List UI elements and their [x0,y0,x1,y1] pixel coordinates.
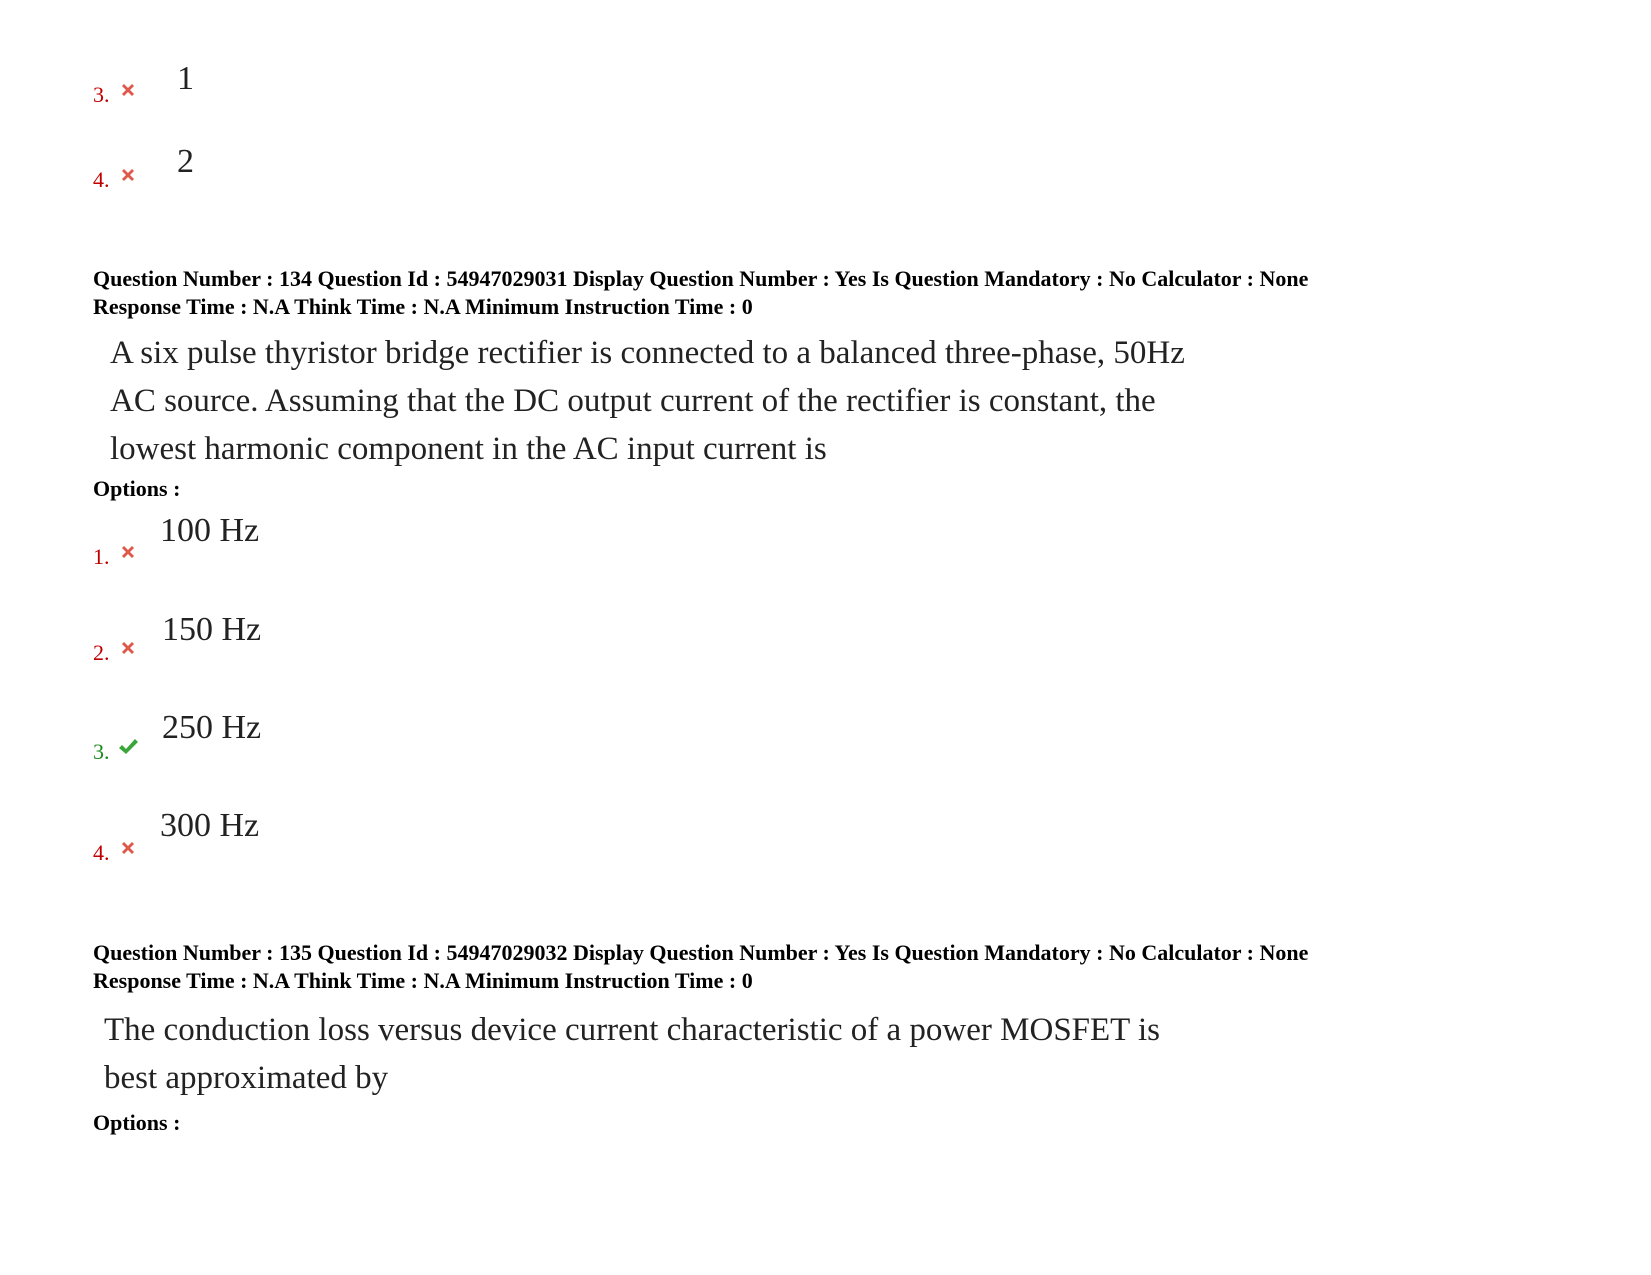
option-number: 4. [93,840,110,865]
question-stem-line: The conduction loss versus device current characteristic of a power MOSFET is [104,1012,1160,1048]
option-text: 150 Hz [162,611,262,648]
question-stem-line: best approximated by [104,1060,389,1096]
check-icon [117,737,139,757]
question-stem [110,329,1185,473]
option-text: 300 Hz [160,807,260,844]
option-number: 1. [93,544,110,569]
cross-icon [119,166,137,184]
option-text: 1 [177,60,194,97]
question-meta-line-1: Question Number : 134 Question Id : 54947029031 Display Question Number : Yes Is Question Mandatory : No Calculator : None [93,266,1309,291]
cross-icon [119,81,137,99]
question-stem [104,1006,1160,1102]
option-text: 2 [177,143,194,180]
options-label: Options : [93,1110,181,1135]
option-text: 100 Hz [160,512,260,549]
question-meta-line-2: Response Time : N.A Think Time : N.A Minimum Instruction Time : 0 [93,968,753,993]
cross-icon [119,839,137,857]
question-stem-line: AC source. Assuming that the DC output current of the rectifier is constant, the [110,383,1156,419]
question-meta-line-1: Question Number : 135 Question Id : 54947029032 Display Question Number : Yes Is Question Mandatory : No Calculator : None [93,940,1309,965]
question-stem-line: A six pulse thyristor bridge rectifier is connected to a balanced three-phase, 50Hz [110,335,1185,371]
question-meta [93,265,1308,321]
options-label: Options : [93,476,181,501]
option-number: 2. [93,640,110,665]
option-text: 250 Hz [162,709,262,746]
question-meta [93,939,1308,995]
option-number: 3. [93,739,110,764]
option-number: 4. [93,167,110,192]
option-number: 3. [93,82,110,107]
cross-icon [119,543,137,561]
cross-icon [119,639,137,657]
question-stem-line: lowest harmonic component in the AC input current is [110,431,827,467]
question-meta-line-2: Response Time : N.A Think Time : N.A Minimum Instruction Time : 0 [93,294,753,319]
